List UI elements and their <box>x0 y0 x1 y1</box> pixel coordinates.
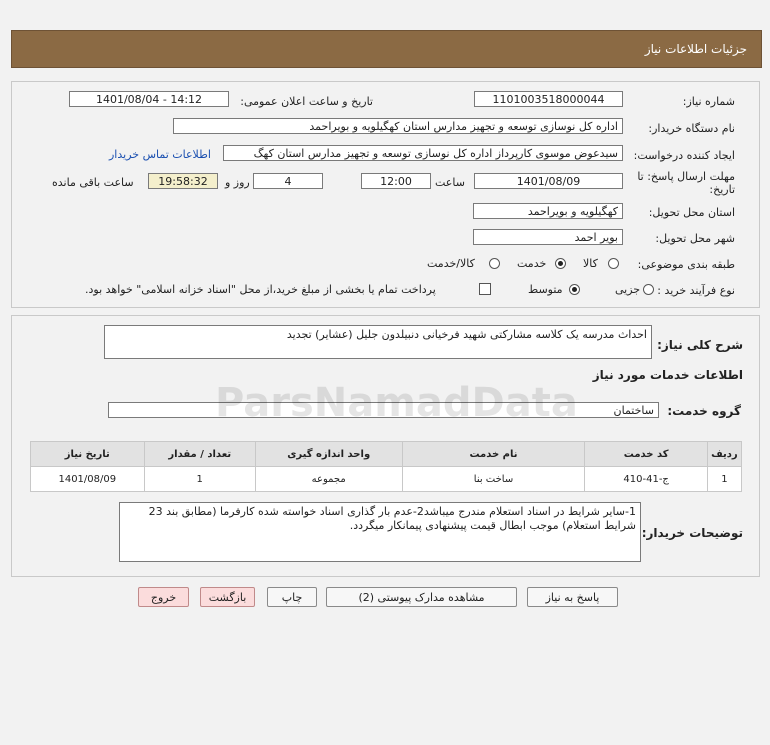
col-unit-header: واحد اندازه گیری <box>255 442 402 467</box>
buyer-notes-field <box>119 502 641 562</box>
deadline-label-date: تاریخ: <box>709 183 735 196</box>
col-date-header: تاریخ نیاز <box>31 442 145 467</box>
buyer-field: اداره کل نوسازی توسعه و تجهیز مدارس استان کهگیلویه و بویراحمد <box>173 118 623 134</box>
process-radio-minor[interactable] <box>643 284 654 295</box>
need-info-panel <box>11 81 760 308</box>
need-details-panel <box>11 315 760 577</box>
category-option-goods: کالا <box>583 257 598 270</box>
treasury-checkbox[interactable] <box>479 283 491 295</box>
announce-label: تاریخ و ساعت اعلان عمومی: <box>240 95 373 108</box>
cell-unit: مجموعه <box>255 467 402 492</box>
creator-field: سیدعوض موسوی کارپرداز اداره کل نوسازی توسعه و تجهیز مدارس استان کهگ <box>223 145 623 161</box>
col-name-header: نام خدمت <box>402 442 585 467</box>
print-button[interactable]: چاپ <box>267 587 317 607</box>
buyer-contact-link[interactable]: اطلاعات تماس خریدار <box>109 148 211 161</box>
process-radio-medium[interactable] <box>569 284 580 295</box>
reply-button[interactable]: پاسخ به نیاز <box>527 587 618 607</box>
creator-label: ایجاد کننده درخواست: <box>633 149 735 162</box>
deadline-label: مهلت ارسال پاسخ: تا <box>637 170 735 183</box>
table-header-row <box>31 442 742 467</box>
province-field: کهگیلویه و بویراحمد <box>473 203 623 219</box>
deadline-time-field: 12:00 <box>361 173 431 189</box>
page-title: جزئیات اطلاعات نیاز <box>644 42 747 56</box>
buyer-notes-text: 1-سایر شرایط در اسناد استعلام مندرج میباشد2-عدم بار گذاری اسناد خواسته شده کارفرما (مطابق بند 23 شرایط استعلام) موجب ابطال قیمت پیشنهادی پیمانکار میگردد. <box>148 505 636 532</box>
process-option-minor: جزیی <box>615 283 641 296</box>
service-group-label: گروه خدمت: <box>667 404 741 418</box>
cell-date: 1401/08/09 <box>31 467 145 492</box>
col-row-header: ردیف <box>707 442 741 467</box>
days-field: 4 <box>253 173 323 189</box>
page-header <box>11 30 762 68</box>
category-option-goods-service: کالا/خدمت <box>427 257 475 270</box>
days-label: روز و <box>225 176 250 189</box>
need-number-field: 1101003518000044 <box>474 91 623 107</box>
category-radio-service[interactable] <box>555 258 566 269</box>
process-label: نوع فرآیند خرید : <box>657 284 735 297</box>
summary-field <box>104 325 652 359</box>
deadline-time-label: ساعت <box>435 176 465 189</box>
announce-datetime-field: 1401/08/04 - 14:12 <box>69 91 229 107</box>
treasury-text: پرداخت تمام یا بخشی از مبلغ خرید،از محل "اسناد خزانه اسلامی" خواهد بود. <box>85 283 436 296</box>
buyer-label: نام دستگاه خریدار: <box>648 122 735 135</box>
service-group-field: ساختمان <box>108 402 659 418</box>
category-option-service: خدمت <box>517 257 547 270</box>
category-radio-goods[interactable] <box>608 258 619 269</box>
remaining-time-field: 19:58:32 <box>148 173 218 189</box>
col-qty-header: تعداد / مقدار <box>144 442 255 467</box>
city-field: بویر احمد <box>473 229 623 245</box>
attachments-button[interactable]: مشاهده مدارک پیوستی (2) <box>326 587 517 607</box>
buyer-notes-label: توضیحات خریدار: <box>641 526 743 540</box>
remaining-label: ساعت باقی مانده <box>52 176 134 189</box>
cell-code: ج-41-410 <box>585 467 707 492</box>
services-table <box>30 441 742 492</box>
table-row <box>31 467 742 492</box>
province-label: استان محل تحویل: <box>648 206 735 219</box>
cell-qty: 1 <box>144 467 255 492</box>
exit-button[interactable]: خروج <box>138 587 189 607</box>
col-code-header: کد خدمت <box>585 442 707 467</box>
services-heading: اطلاعات خدمات مورد نیاز <box>592 368 743 382</box>
category-label: طبقه بندی موضوعی: <box>637 258 735 271</box>
category-radio-goods-service[interactable] <box>489 258 500 269</box>
summary-label: شرح کلی نیاز: <box>657 338 743 352</box>
deadline-date-field: 1401/08/09 <box>474 173 623 189</box>
need-number-label: شماره نیاز: <box>682 95 735 108</box>
back-button[interactable]: بازگشت <box>200 587 255 607</box>
summary-text: احداث مدرسه یک کلاسه مشارکتی شهید فرخیانی دنبیلدون جلیل (عشایر) تجدید <box>286 328 647 341</box>
city-label: شهر محل تحویل: <box>655 232 735 245</box>
process-option-medium: متوسط <box>528 283 563 296</box>
cell-row: 1 <box>707 467 741 492</box>
cell-name: ساخت بنا <box>402 467 585 492</box>
